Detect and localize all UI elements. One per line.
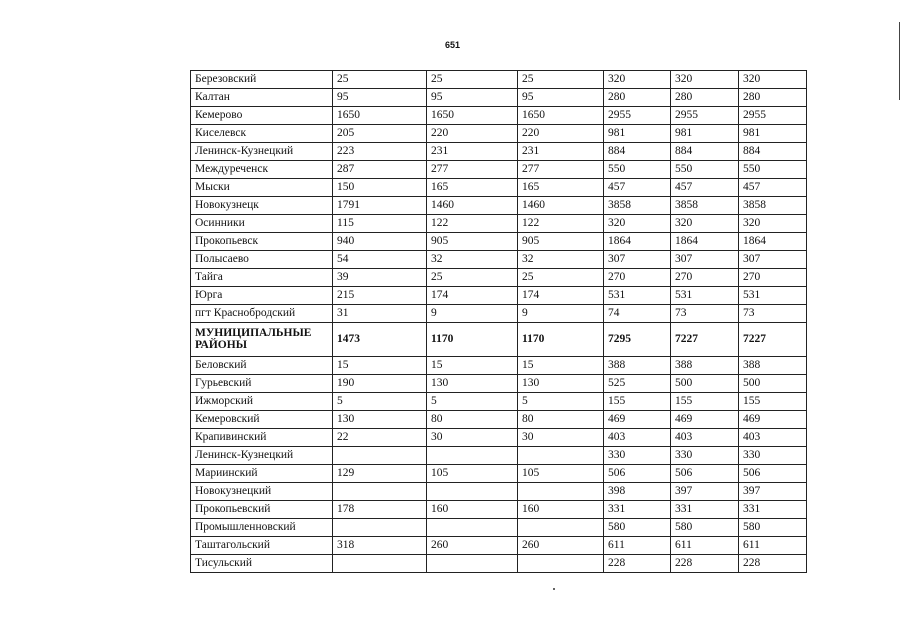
table-cell-value: 73 bbox=[671, 305, 739, 323]
table-cell-value: 25 bbox=[333, 71, 427, 89]
table-cell-value: 39 bbox=[333, 269, 427, 287]
table-cell-value: 1864 bbox=[739, 233, 807, 251]
table-cell-value: 320 bbox=[671, 71, 739, 89]
table-cell-value: 2955 bbox=[604, 107, 671, 125]
table-cell-value bbox=[427, 519, 518, 537]
table-cell-name: Калтан bbox=[191, 89, 333, 107]
table-cell-name: Ленинск-Кузнецкий bbox=[191, 447, 333, 465]
table-cell-name: Юрга bbox=[191, 287, 333, 305]
table-cell-value bbox=[518, 555, 604, 573]
table-cell-value: 940 bbox=[333, 233, 427, 251]
table-cell-name: Прокопьевский bbox=[191, 501, 333, 519]
table-cell-value: 611 bbox=[739, 537, 807, 555]
table-cell-value: 270 bbox=[671, 269, 739, 287]
table-cell-value: 388 bbox=[739, 357, 807, 375]
table-row bbox=[191, 251, 807, 269]
table-cell-value: 550 bbox=[671, 161, 739, 179]
table-cell-value: 3858 bbox=[671, 197, 739, 215]
table-cell-name: Ижморский bbox=[191, 393, 333, 411]
table-row bbox=[191, 107, 807, 125]
table-cell-value: 5 bbox=[427, 393, 518, 411]
table-cell-name: Ленинск-Кузнецкий bbox=[191, 143, 333, 161]
table-cell-value: 280 bbox=[604, 89, 671, 107]
table-cell-value bbox=[427, 555, 518, 573]
table-cell-value bbox=[518, 447, 604, 465]
table-row bbox=[191, 555, 807, 573]
table-cell-name: Прокопьевск bbox=[191, 233, 333, 251]
table-cell-value: 73 bbox=[739, 305, 807, 323]
table-cell-value bbox=[333, 555, 427, 573]
table-row bbox=[191, 447, 807, 465]
table-cell-value: 884 bbox=[604, 143, 671, 161]
table-cell-value: 80 bbox=[518, 411, 604, 429]
table-cell-value: 95 bbox=[427, 89, 518, 107]
table-cell-value: 122 bbox=[518, 215, 604, 233]
table-cell-value: 178 bbox=[333, 501, 427, 519]
table-row bbox=[191, 519, 807, 537]
table-cell-value: 331 bbox=[739, 501, 807, 519]
table-cell-value: 981 bbox=[604, 125, 671, 143]
table-cell-name: Крапивинский bbox=[191, 429, 333, 447]
table-cell-value: 25 bbox=[518, 269, 604, 287]
table-row bbox=[191, 501, 807, 519]
table-cell-name: Таштагольский bbox=[191, 537, 333, 555]
table-cell-value: 388 bbox=[604, 357, 671, 375]
table-cell-value: 318 bbox=[333, 537, 427, 555]
margin-rule bbox=[899, 22, 900, 100]
table-cell-value: 260 bbox=[427, 537, 518, 555]
table-cell-value: 397 bbox=[671, 483, 739, 501]
table-cell-name: Березовский bbox=[191, 71, 333, 89]
table-cell-value: 160 bbox=[518, 501, 604, 519]
table-cell-value: 95 bbox=[333, 89, 427, 107]
table-cell-value: 457 bbox=[671, 179, 739, 197]
table-cell-value: 525 bbox=[604, 375, 671, 393]
table-cell-value: 320 bbox=[604, 71, 671, 89]
table-cell-value: 580 bbox=[604, 519, 671, 537]
table-cell-value: 22 bbox=[333, 429, 427, 447]
table-cell-value: 1473 bbox=[333, 323, 427, 357]
table-cell-value: 1170 bbox=[518, 323, 604, 357]
table-cell-value: 320 bbox=[604, 215, 671, 233]
table-cell-value: 469 bbox=[671, 411, 739, 429]
table-cell-value: 223 bbox=[333, 143, 427, 161]
table-cell-value: 174 bbox=[427, 287, 518, 305]
table-cell-value: 54 bbox=[333, 251, 427, 269]
table-cell-value: 260 bbox=[518, 537, 604, 555]
data-table bbox=[190, 70, 807, 573]
table-cell-value: 403 bbox=[739, 429, 807, 447]
table-cell-value: 130 bbox=[333, 411, 427, 429]
table-row bbox=[191, 179, 807, 197]
table-cell-value: 231 bbox=[427, 143, 518, 161]
table-cell-value: 307 bbox=[671, 251, 739, 269]
table-cell-value: 397 bbox=[739, 483, 807, 501]
table-cell-value: 7295 bbox=[604, 323, 671, 357]
table-cell-value: 129 bbox=[333, 465, 427, 483]
table-cell-value: 506 bbox=[671, 465, 739, 483]
table-row bbox=[191, 233, 807, 251]
table-cell-value: 1791 bbox=[333, 197, 427, 215]
table-cell-value bbox=[333, 519, 427, 537]
table-cell-value: 307 bbox=[604, 251, 671, 269]
table-cell-value: 220 bbox=[427, 125, 518, 143]
table-cell-value: 15 bbox=[518, 357, 604, 375]
table-cell-value: 32 bbox=[427, 251, 518, 269]
table-cell-value: 3858 bbox=[739, 197, 807, 215]
table-cell-value: 15 bbox=[333, 357, 427, 375]
table-row bbox=[191, 305, 807, 323]
table-cell-value: 1460 bbox=[427, 197, 518, 215]
table-cell-value: 330 bbox=[739, 447, 807, 465]
table-cell-value: 7227 bbox=[739, 323, 807, 357]
table-row bbox=[191, 197, 807, 215]
table-cell-value: 531 bbox=[671, 287, 739, 305]
table-cell-value: 506 bbox=[604, 465, 671, 483]
table-cell-value: 3858 bbox=[604, 197, 671, 215]
table-row-section-header bbox=[191, 323, 807, 357]
table-cell-value: 500 bbox=[739, 375, 807, 393]
table-cell-value: 220 bbox=[518, 125, 604, 143]
table-cell-value: 228 bbox=[739, 555, 807, 573]
table-cell-value: 457 bbox=[739, 179, 807, 197]
table-row bbox=[191, 375, 807, 393]
table-row bbox=[191, 357, 807, 375]
table-cell-name: Полысаево bbox=[191, 251, 333, 269]
table-cell-value: 398 bbox=[604, 483, 671, 501]
table-row bbox=[191, 215, 807, 233]
table-cell-name: Мариинский bbox=[191, 465, 333, 483]
table-cell-value: 331 bbox=[671, 501, 739, 519]
table-cell-value: 155 bbox=[604, 393, 671, 411]
table-cell-value: 155 bbox=[671, 393, 739, 411]
table-row bbox=[191, 89, 807, 107]
table-cell-value: 130 bbox=[427, 375, 518, 393]
table-cell-value: 905 bbox=[518, 233, 604, 251]
stray-mark bbox=[553, 588, 555, 590]
table-cell-value: 307 bbox=[739, 251, 807, 269]
table-cell-value: 320 bbox=[671, 215, 739, 233]
table-cell-name: Новокузнецкий bbox=[191, 483, 333, 501]
table-cell-value: 130 bbox=[518, 375, 604, 393]
table-cell-value: 160 bbox=[427, 501, 518, 519]
table-cell-value: 981 bbox=[671, 125, 739, 143]
table-cell-value bbox=[427, 483, 518, 501]
table-cell-value bbox=[427, 447, 518, 465]
table-cell-value: 403 bbox=[671, 429, 739, 447]
table-cell-name: Новокузнецк bbox=[191, 197, 333, 215]
table-cell-value: 280 bbox=[671, 89, 739, 107]
table-cell-value: 270 bbox=[739, 269, 807, 287]
table-cell-value: 2955 bbox=[739, 107, 807, 125]
table-cell-value: 500 bbox=[671, 375, 739, 393]
table-row bbox=[191, 411, 807, 429]
table-row bbox=[191, 269, 807, 287]
table-cell-name: пгт Краснобродский bbox=[191, 305, 333, 323]
table-cell-value: 25 bbox=[518, 71, 604, 89]
table-cell-value: 611 bbox=[604, 537, 671, 555]
table-cell-value: 331 bbox=[604, 501, 671, 519]
table-cell-value: 32 bbox=[518, 251, 604, 269]
table-cell-value: 150 bbox=[333, 179, 427, 197]
table-cell-value: 1650 bbox=[518, 107, 604, 125]
table-cell-value: 174 bbox=[518, 287, 604, 305]
table-body bbox=[191, 71, 807, 573]
table-row bbox=[191, 287, 807, 305]
table-cell-value: 1170 bbox=[427, 323, 518, 357]
table-cell-value: 1650 bbox=[333, 107, 427, 125]
table-cell-value: 231 bbox=[518, 143, 604, 161]
table-cell-value: 884 bbox=[739, 143, 807, 161]
table-cell-name: МУНИЦИПАЛЬНЫЕ РАЙОНЫ bbox=[191, 323, 333, 357]
table-cell-value: 320 bbox=[739, 71, 807, 89]
table-cell-value: 190 bbox=[333, 375, 427, 393]
table-cell-value: 215 bbox=[333, 287, 427, 305]
table-cell-value: 280 bbox=[739, 89, 807, 107]
table-cell-name: Киселевск bbox=[191, 125, 333, 143]
table-cell-value: 205 bbox=[333, 125, 427, 143]
table-cell-value: 2955 bbox=[671, 107, 739, 125]
table-cell-value: 25 bbox=[427, 269, 518, 287]
table-cell-value bbox=[333, 447, 427, 465]
table-cell-value: 74 bbox=[604, 305, 671, 323]
table-cell-value: 7227 bbox=[671, 323, 739, 357]
table-row bbox=[191, 465, 807, 483]
table-cell-value: 469 bbox=[604, 411, 671, 429]
table-cell-name: Кемеровский bbox=[191, 411, 333, 429]
table-cell-value: 457 bbox=[604, 179, 671, 197]
table-cell-value: 531 bbox=[739, 287, 807, 305]
table-cell-value: 330 bbox=[671, 447, 739, 465]
table-cell-value: 5 bbox=[333, 393, 427, 411]
table-cell-value: 30 bbox=[518, 429, 604, 447]
table-row bbox=[191, 161, 807, 179]
table-cell-value: 228 bbox=[604, 555, 671, 573]
table-cell-value: 1650 bbox=[427, 107, 518, 125]
table-cell-value: 320 bbox=[739, 215, 807, 233]
table-cell-value: 1460 bbox=[518, 197, 604, 215]
table-cell-value: 228 bbox=[671, 555, 739, 573]
table-cell-value: 165 bbox=[427, 179, 518, 197]
table-cell-value: 80 bbox=[427, 411, 518, 429]
table-cell-value: 580 bbox=[671, 519, 739, 537]
table-cell-value: 105 bbox=[518, 465, 604, 483]
table-cell-value: 277 bbox=[427, 161, 518, 179]
table-cell-value: 270 bbox=[604, 269, 671, 287]
table-cell-value: 9 bbox=[518, 305, 604, 323]
table-cell-name: Осинники bbox=[191, 215, 333, 233]
table-cell-value: 330 bbox=[604, 447, 671, 465]
table-cell-value: 981 bbox=[739, 125, 807, 143]
table-cell-value: 403 bbox=[604, 429, 671, 447]
table-cell-value bbox=[333, 483, 427, 501]
table-cell-name: Междуреченск bbox=[191, 161, 333, 179]
table-cell-value: 25 bbox=[427, 71, 518, 89]
table-cell-value: 1864 bbox=[671, 233, 739, 251]
table-cell-value bbox=[518, 483, 604, 501]
table-cell-name: Тайга bbox=[191, 269, 333, 287]
table-cell-value: 95 bbox=[518, 89, 604, 107]
table-cell-value: 550 bbox=[739, 161, 807, 179]
table-row bbox=[191, 483, 807, 501]
table-cell-name: Тисульский bbox=[191, 555, 333, 573]
table-cell-value: 30 bbox=[427, 429, 518, 447]
table-cell-value: 165 bbox=[518, 179, 604, 197]
table-cell-value: 105 bbox=[427, 465, 518, 483]
table-cell-value: 388 bbox=[671, 357, 739, 375]
table-row bbox=[191, 537, 807, 555]
table-cell-value: 122 bbox=[427, 215, 518, 233]
table-row bbox=[191, 125, 807, 143]
table-cell-value: 155 bbox=[739, 393, 807, 411]
table-cell-value: 580 bbox=[739, 519, 807, 537]
table-cell-name: Беловский bbox=[191, 357, 333, 375]
table-cell-name: Кемерово bbox=[191, 107, 333, 125]
table-row bbox=[191, 393, 807, 411]
table-row bbox=[191, 71, 807, 89]
table-cell-name: Гурьевский bbox=[191, 375, 333, 393]
table-cell-value: 905 bbox=[427, 233, 518, 251]
table-row bbox=[191, 429, 807, 447]
table-cell-value: 115 bbox=[333, 215, 427, 233]
table-cell-value bbox=[518, 519, 604, 537]
table-cell-value: 9 bbox=[427, 305, 518, 323]
table-cell-name: Промышленновский bbox=[191, 519, 333, 537]
table-cell-value: 531 bbox=[604, 287, 671, 305]
table-cell-value: 5 bbox=[518, 393, 604, 411]
table-cell-value: 884 bbox=[671, 143, 739, 161]
table-row bbox=[191, 143, 807, 161]
table-cell-value: 506 bbox=[739, 465, 807, 483]
page-number: 651 bbox=[444, 40, 461, 50]
table-cell-value: 469 bbox=[739, 411, 807, 429]
table-cell-value: 277 bbox=[518, 161, 604, 179]
table-cell-name: Мыски bbox=[191, 179, 333, 197]
table-cell-value: 1864 bbox=[604, 233, 671, 251]
table-cell-value: 287 bbox=[333, 161, 427, 179]
table-cell-value: 15 bbox=[427, 357, 518, 375]
table-cell-value: 611 bbox=[671, 537, 739, 555]
table-cell-value: 31 bbox=[333, 305, 427, 323]
table-cell-value: 550 bbox=[604, 161, 671, 179]
